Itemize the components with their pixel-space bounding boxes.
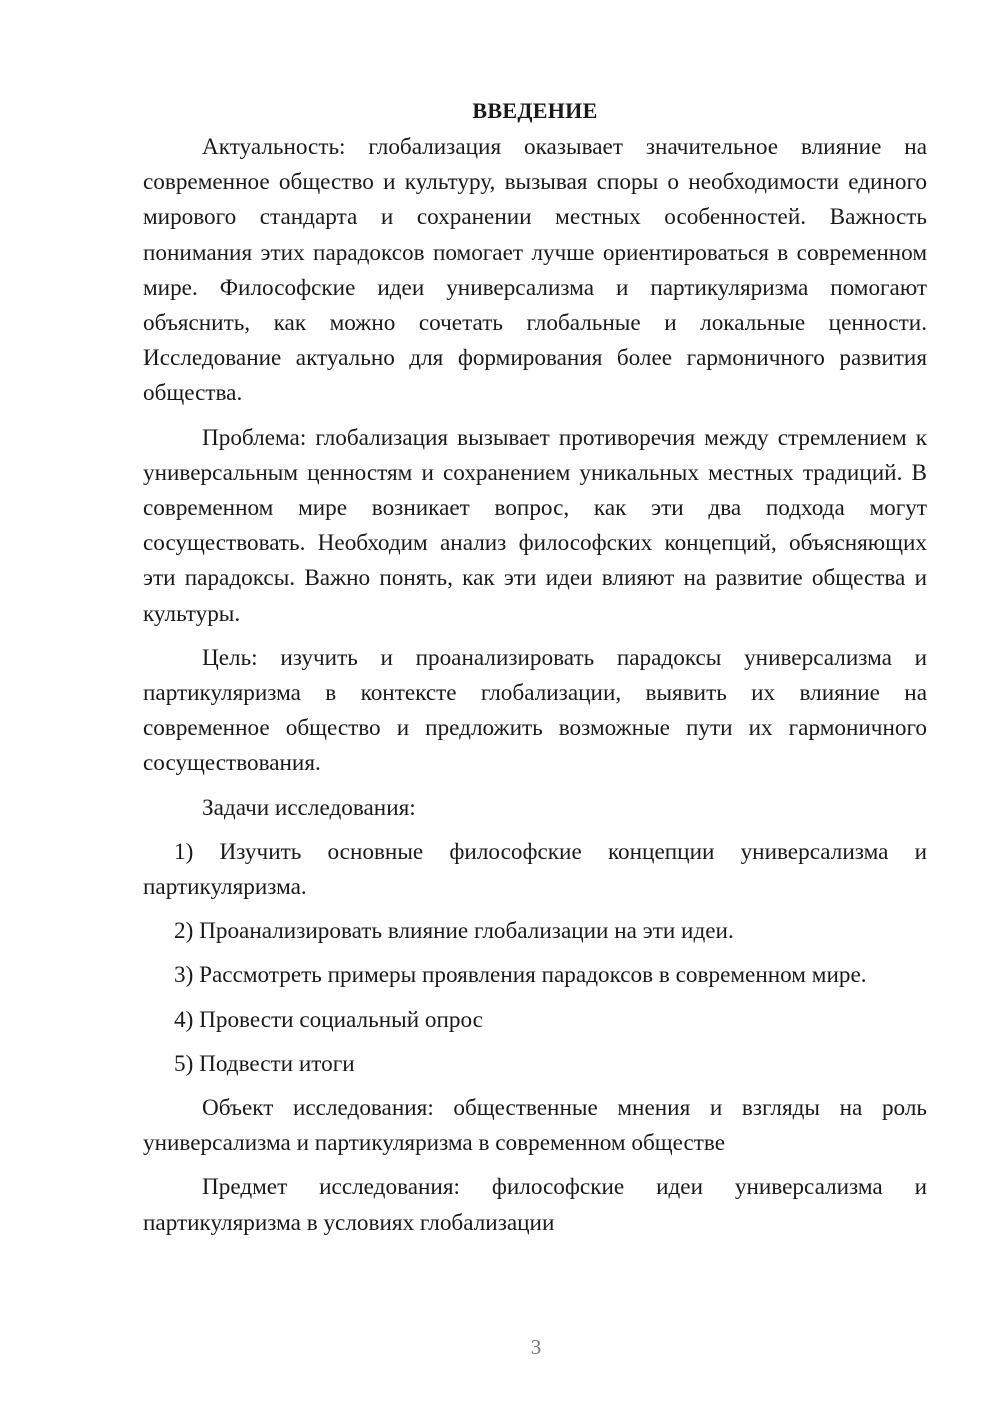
task-item-4: 4) Провести социальный опрос xyxy=(174,1006,483,1033)
page-number: 3 xyxy=(530,1335,542,1359)
task-item-5: 5) Подвести итоги xyxy=(174,1050,355,1077)
paragraph-tasks-intro: Задачи исследования: xyxy=(202,794,416,821)
task-item-3: 3) Рассмотреть примеры проявления парадоксов в современном мире. xyxy=(174,962,867,989)
section-heading: ВВЕДЕНИЕ xyxy=(472,98,598,123)
task-item-1: 1) Изучить основные философские концепции универсализма и партикуляризма. xyxy=(143,838,927,901)
paragraph-relevance: Актуальность: глобализация оказывает значительное влияние на современное общество и культуру, вызывая споры о необходимости единого мирового стандарта и сохранении местных особенностей. Важность понимания этих парадоксов помогает лучше ориентироваться в современном мире. Философские идеи универсализма и партикуляризма помогают объяснить, как можно сочетать глобальные и локальные ценности. Исследование актуально для формирования более гармоничного развития общества. xyxy=(143,134,927,407)
paragraph-problem: Проблема: глобализация вызывает противоречия между стремлением к универсальным ценностям и сохранением уникальных местных традиций. В современном мире возникает вопрос, как эти два подхода могут сосуществовать. Необходим анализ философских концепций, объясняющих эти парадоксы. Важно понять, как эти идеи влияют на развитие общества и культуры. xyxy=(143,424,927,627)
task-item-2: 2) Проанализировать влияние глобализации на эти идеи. xyxy=(174,918,734,945)
page-content xyxy=(143,96,927,1250)
tasks-list xyxy=(143,835,927,1082)
paragraph-object: Объект исследования: общественные мнения и взгляды на роль универсализма и партикуляризма в современном обществе xyxy=(143,1095,927,1157)
paragraph-subject: Предмет исследования: философские идеи универсализма и партикуляризма в условиях глобализации xyxy=(143,1174,927,1236)
paragraph-goal: Цель: изучить и проанализировать парадоксы универсализма и партикуляризма в контексте глобализации, выявить их влияние на современное общество и предложить возможные пути их гармоничного сосуществования. xyxy=(143,644,927,777)
